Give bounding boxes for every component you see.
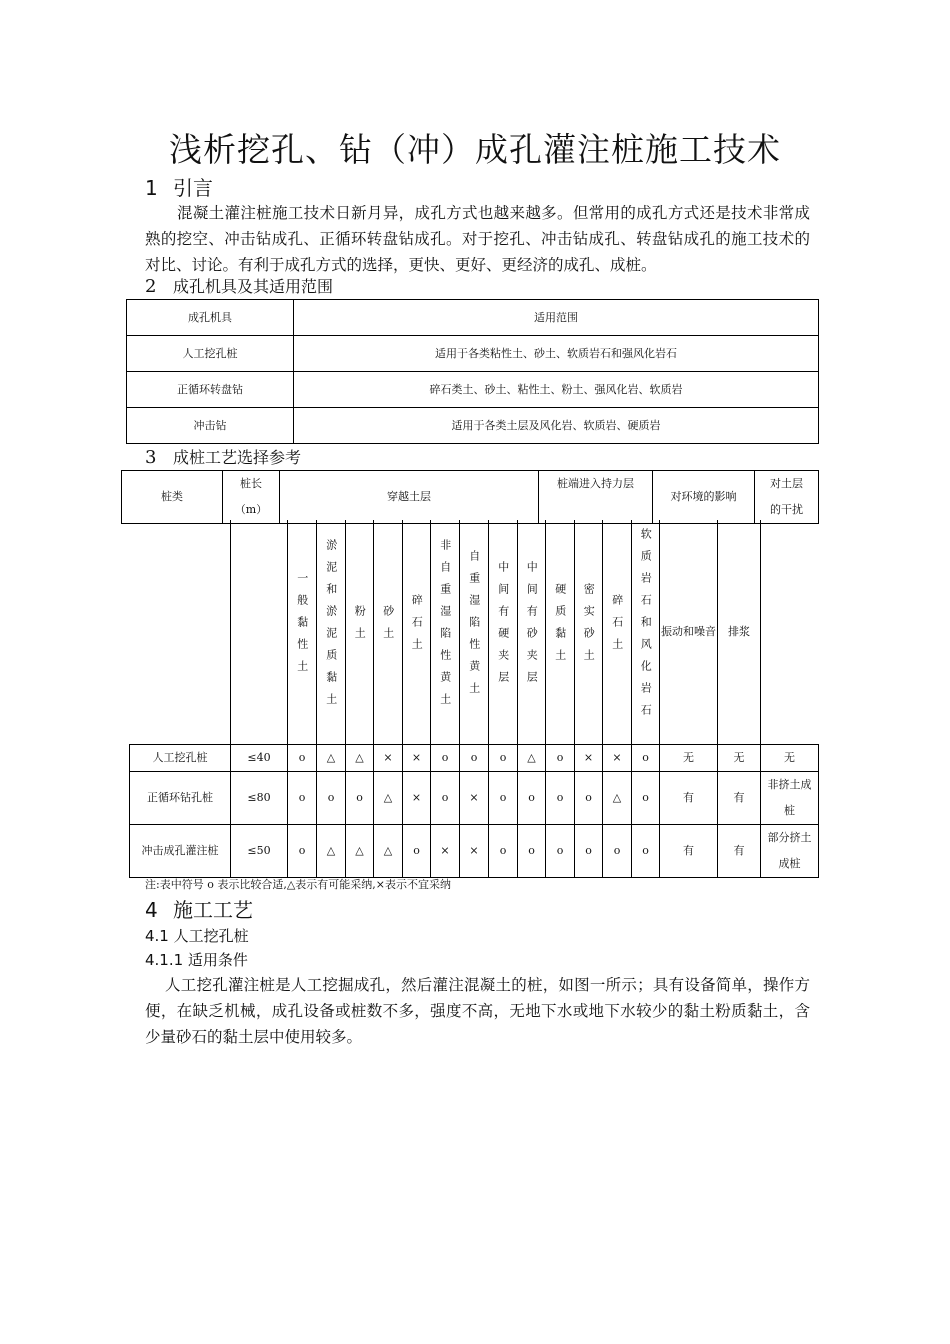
table-cell: o	[460, 744, 489, 771]
section-3-title: 成桩工艺选择参考	[173, 448, 302, 467]
table-cell: ×	[403, 744, 431, 771]
table-cell: ×	[460, 824, 489, 877]
table-cell: △	[603, 771, 632, 824]
table-subheader-cell: 中间有硬夹层	[489, 520, 518, 744]
table-subheader-cell: 砂土	[374, 520, 403, 744]
table-cell: ×	[575, 744, 603, 771]
table-cell: o	[489, 744, 518, 771]
pile-selection-header-table	[121, 470, 819, 524]
table-footnote: 注:表中符号 o 表示比较合适,△表示有可能采纳,×表示不宜采纳	[145, 878, 451, 891]
table-header-cell: 成孔机具	[127, 300, 294, 336]
table-cell: △	[374, 771, 403, 824]
header-line: 桩长	[240, 477, 262, 490]
table-cell: o	[546, 824, 575, 877]
table-row	[127, 372, 819, 408]
drilling-tools-table	[126, 299, 819, 444]
table-cell: 正循环钻孔桩	[130, 771, 231, 824]
table-header-cell: 对环境的影响	[653, 471, 755, 524]
table-header-cell: 适用范围	[294, 300, 819, 336]
table-cell: 无	[660, 744, 718, 771]
table-cell: ×	[431, 824, 460, 877]
document-title: 浅析挖孔、钻（冲）成孔灌注桩施工技术	[169, 130, 781, 169]
table-subheader-row	[130, 520, 819, 744]
table-cell: ×	[374, 744, 403, 771]
table-cell: o	[317, 771, 346, 824]
section-4-heading	[145, 898, 253, 922]
table-cell: △	[346, 744, 374, 771]
table-cell	[231, 520, 288, 744]
table-cell: o	[288, 771, 317, 824]
table-subheader-cell: 粉土	[346, 520, 374, 744]
table-header-cell: 穿越土层	[280, 471, 539, 524]
table-cell: △	[317, 824, 346, 877]
table-cell: △	[518, 744, 546, 771]
table-cell: o	[288, 744, 317, 771]
table-cell: △	[346, 824, 374, 877]
table-cell: △	[317, 744, 346, 771]
table-cell: 冲击成孔灌注桩	[130, 824, 231, 877]
table-row	[130, 744, 819, 771]
table-cell: 正循环转盘钻	[127, 372, 294, 408]
table-cell: o	[489, 824, 518, 877]
table-subheader-cell: 中间有砂夹层	[518, 520, 546, 744]
table-cell: o	[288, 824, 317, 877]
table-cell: 无	[718, 744, 761, 771]
table-cell: △	[374, 824, 403, 877]
section-2-title: 成孔机具及其适用范围	[173, 277, 334, 296]
section-4-1-1-paragraph	[145, 972, 810, 1050]
table-header-cell	[223, 471, 280, 524]
table-cell	[130, 520, 231, 744]
table-cell: o	[431, 744, 460, 771]
section-4-title: 施工工艺	[173, 898, 253, 922]
table-cell: 非挤土成桩	[761, 771, 819, 824]
section-4-1-1-text: 人工挖孔灌注桩是人工挖掘成孔，然后灌注混凝土的桩，如图一所示；具有设备简单，操作方便，在缺乏机械，成孔设备或桩数不多，强度不高，无地下水或地下水较少的黏土粉质黏土，含少量砂石的黏土层中使用较多。	[145, 976, 810, 1046]
table-header-row	[122, 471, 819, 524]
table-cell: 无	[761, 744, 819, 771]
table-cell: 碎石类土、砂土、粘性土、粉土、强风化岩、软质岩	[294, 372, 819, 408]
table-cell: 部分挤土成桩	[761, 824, 819, 877]
table-cell: ×	[603, 744, 632, 771]
section-3-number: 3	[145, 447, 157, 468]
table-cell: ×	[460, 771, 489, 824]
section-1-text: 混凝土灌注桩施工技术日新月异，成孔方式也越来越多。但常用的成孔方式还是技术非常成熟的挖空、冲击钻成孔、正循环转盘钻成孔。对于挖孔、冲击钻成孔、转盘钻成孔的施工技术的对比、讨论。有利于成孔方式的选择，更快、更好、更经济的成孔、成桩。	[145, 204, 810, 274]
table-header-row	[127, 300, 819, 336]
table-cell	[761, 520, 819, 744]
section-1-heading	[145, 176, 213, 200]
table-row	[127, 408, 819, 444]
table-cell: 人工挖孔桩	[130, 744, 231, 771]
table-cell: 有	[718, 771, 761, 824]
header-line: 的干扰	[770, 503, 803, 516]
section-1-paragraph	[145, 200, 810, 278]
table-cell: 有	[718, 824, 761, 877]
table-cell: 适用于各类土层及风化岩、软质岩、硬质岩	[294, 408, 819, 444]
table-cell: o	[546, 771, 575, 824]
section-4-1-1-heading: 4.1.1 适用条件	[145, 951, 248, 969]
table-row	[130, 771, 819, 824]
section-4-1-heading: 4.1 人工挖孔桩	[145, 927, 249, 945]
table-cell: 人工挖孔桩	[127, 336, 294, 372]
table-header-cell	[755, 471, 819, 524]
table-cell: o	[518, 771, 546, 824]
table-header-cell: 桩端进入持力层	[539, 471, 653, 524]
table-cell: o	[575, 824, 603, 877]
section-2-number: 2	[145, 276, 157, 297]
header-line: （m）	[234, 503, 268, 516]
table-cell: 适用于各类粘性土、砂土、软质岩石和强风化岩石	[294, 336, 819, 372]
table-cell: 有	[660, 771, 718, 824]
section-4-number: 4	[145, 898, 158, 922]
table-cell: o	[632, 824, 660, 877]
table-cell: o	[431, 771, 460, 824]
table-subheader-cell: 密实砂土	[575, 520, 603, 744]
table-subheader-cell: 碎石土	[603, 520, 632, 744]
table-cell: ≤50	[231, 824, 288, 877]
pile-selection-table	[129, 520, 819, 878]
table-row	[127, 336, 819, 372]
table-cell: o	[632, 744, 660, 771]
section-2-heading	[145, 276, 333, 298]
table-cell: ×	[403, 771, 431, 824]
table-subheader-cell: 振动和噪音	[660, 520, 718, 744]
table-cell: ≤80	[231, 771, 288, 824]
table-cell: o	[546, 744, 575, 771]
table-subheader-cell: 硬质黏土	[546, 520, 575, 744]
table-header-cell: 桩类	[122, 471, 223, 524]
table-cell: ≤40	[231, 744, 288, 771]
table-cell: o	[575, 771, 603, 824]
table-subheader-cell: 排浆	[718, 520, 761, 744]
table-cell: 冲击钻	[127, 408, 294, 444]
table-subheader-cell: 碎石土	[403, 520, 431, 744]
header-line: 对土层	[770, 477, 803, 490]
table-cell: o	[403, 824, 431, 877]
section-1-title: 引言	[173, 176, 213, 200]
table-cell: o	[489, 771, 518, 824]
table-subheader-cell: 软质岩石和风化岩石	[632, 520, 660, 744]
table-subheader-cell: 非自重湿陷性黄土	[431, 520, 460, 744]
section-1-number: 1	[145, 176, 158, 200]
table-cell: o	[603, 824, 632, 877]
table-subheader-cell: 一般黏性土	[288, 520, 317, 744]
table-subheader-cell: 淤泥和淤泥质黏土	[317, 520, 346, 744]
table-cell: o	[632, 771, 660, 824]
table-cell: o	[346, 771, 374, 824]
table-subheader-cell: 自重湿陷性黄土	[460, 520, 489, 744]
section-3-heading	[145, 447, 301, 469]
table-cell: o	[518, 824, 546, 877]
table-row	[130, 824, 819, 877]
table-cell: 有	[660, 824, 718, 877]
